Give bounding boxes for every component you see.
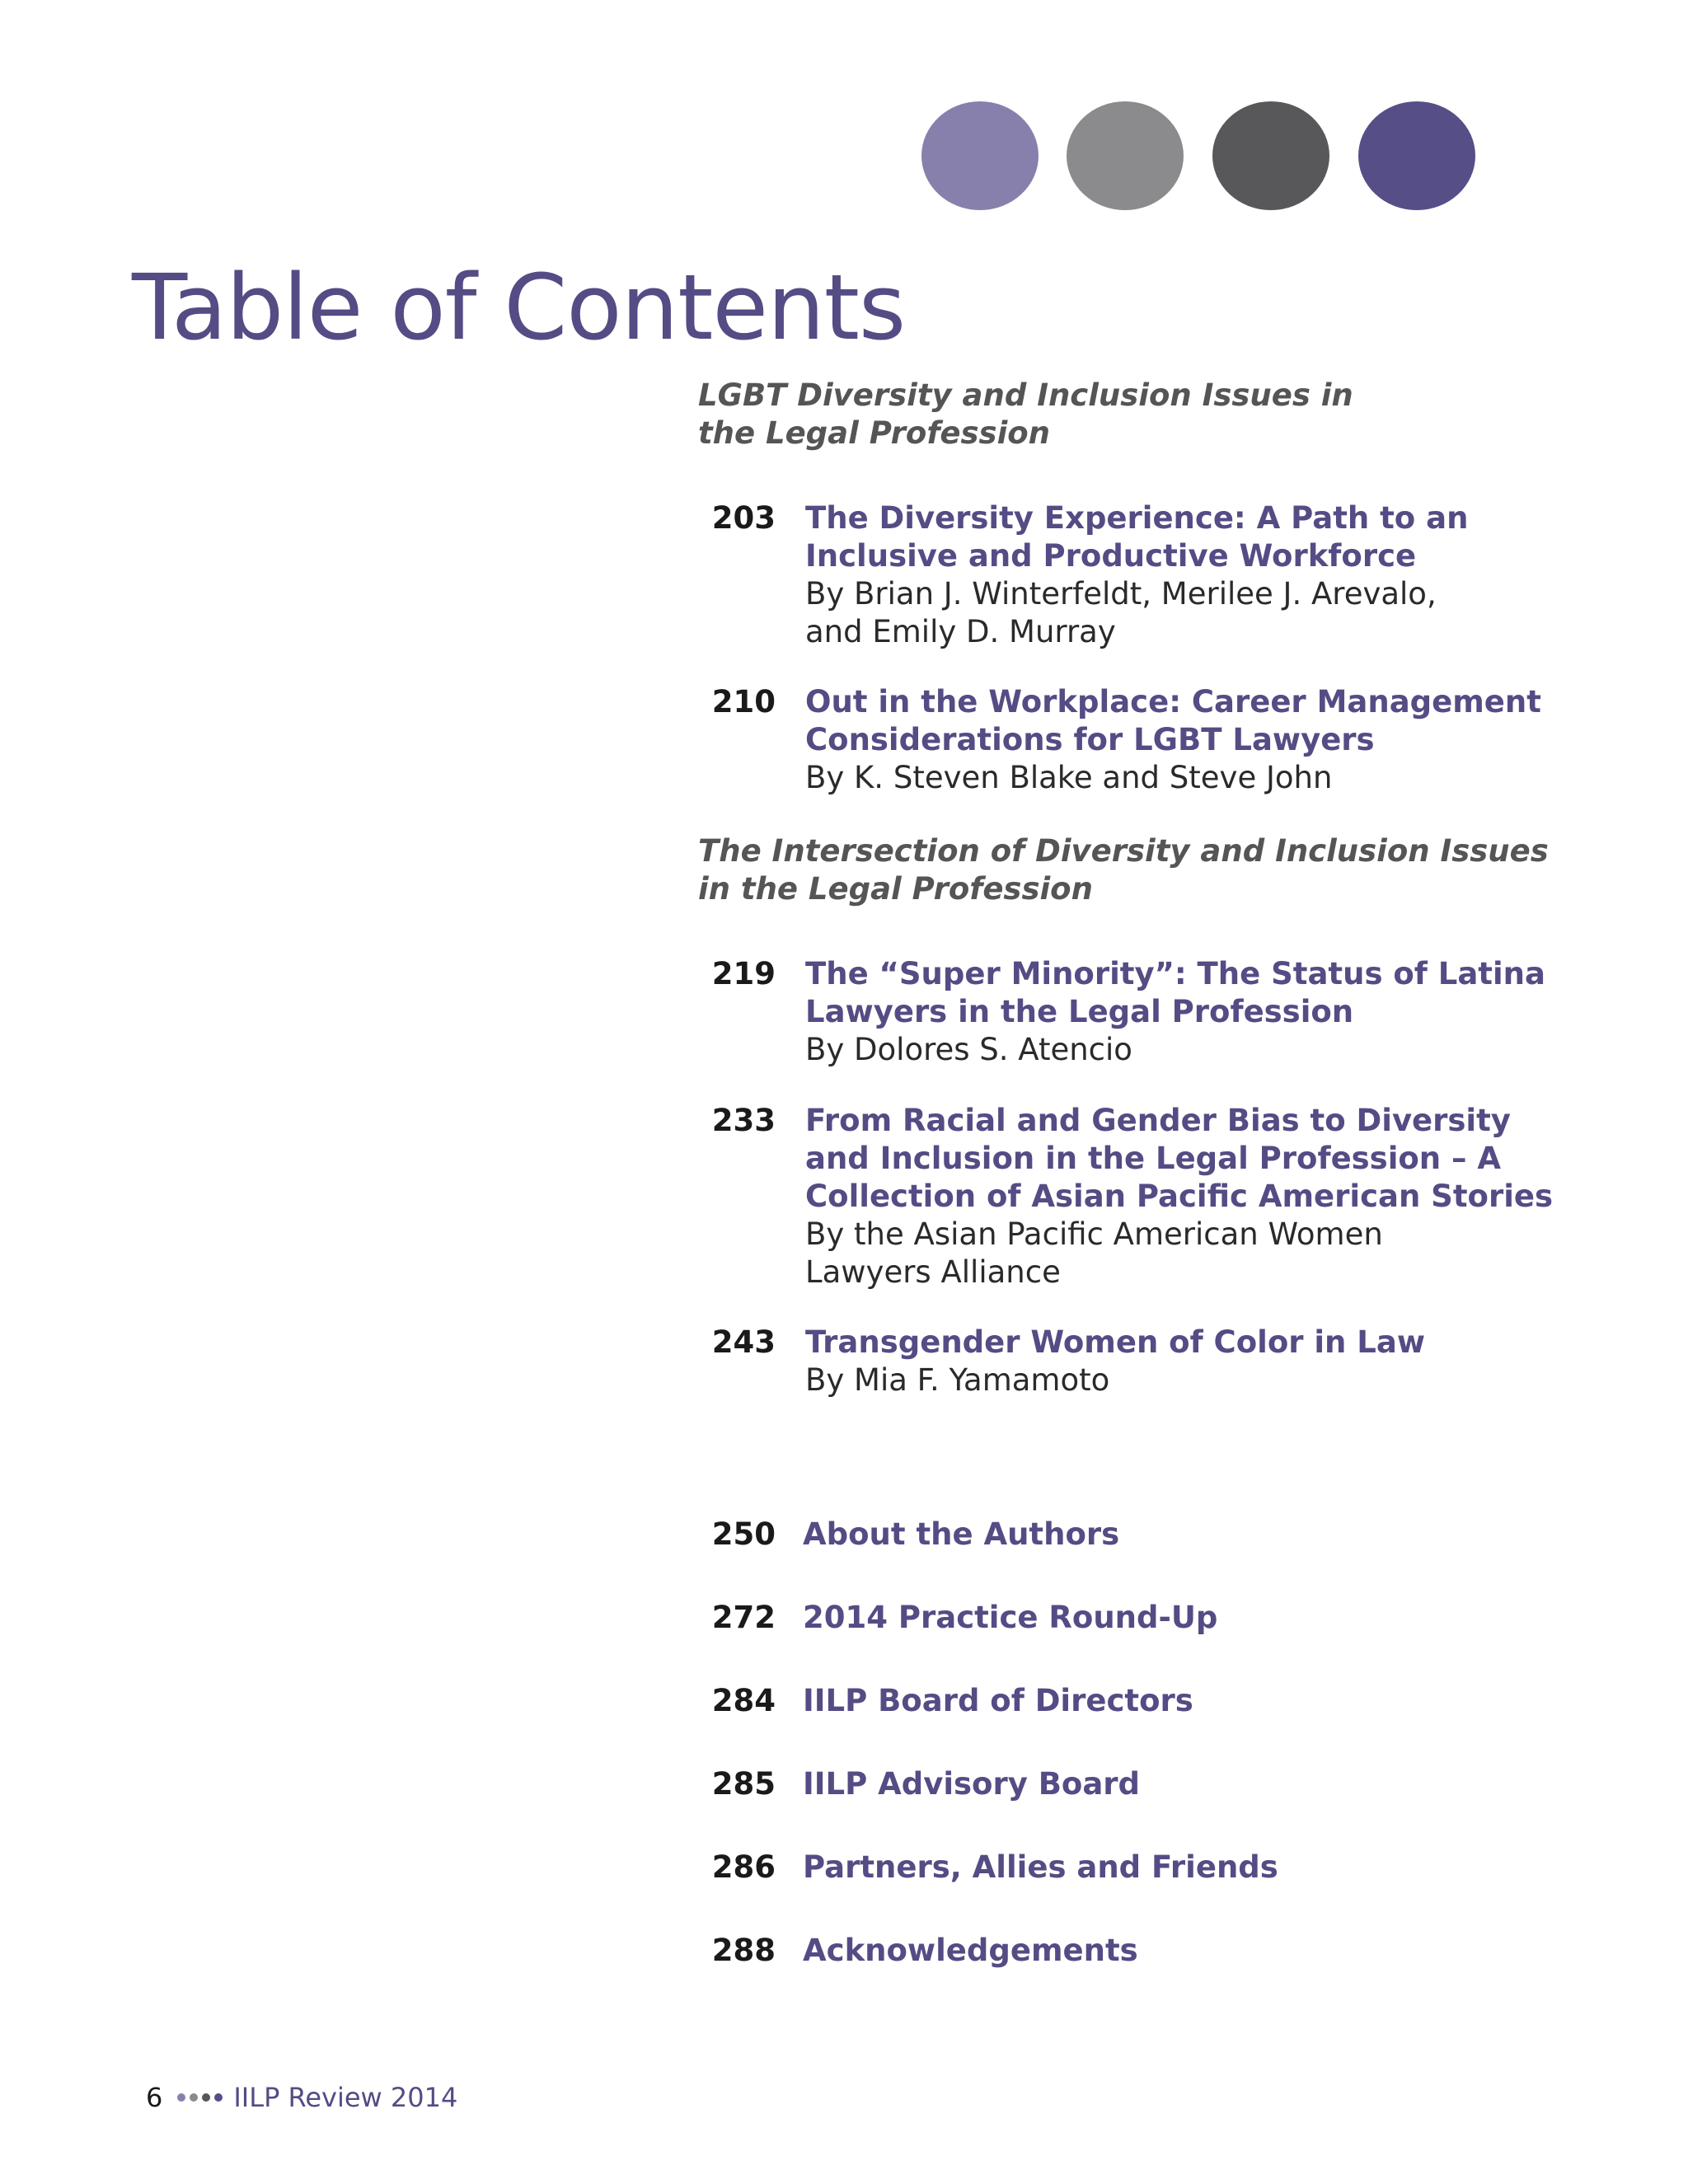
entry-title-line: The “Super Minority”: The Status of Latina [805,956,1545,991]
page-number: 243 [711,1324,776,1360]
entry-title[interactable]: 2014 Practice Round-Up [803,1600,1218,1635]
entry-title[interactable]: Partners, Allies and Friends [803,1849,1278,1885]
section-heading-line: LGBT Diversity and Inclusion Issues in [698,377,1353,413]
entry-byline-line: By Brian J. Winterfeldt, Merilee J. Arevalo, [805,576,1437,612]
entry-byline-line: By Dolores S. Atencio [805,1032,1132,1067]
entry-title[interactable] [805,1324,1572,1361]
footer-page-number: 6 [146,2082,163,2113]
decor-circle-indigo [1358,101,1475,210]
entry-title[interactable]: Acknowledgements [803,1933,1138,1968]
entry-title-line: Lawyers in the Legal Profession [805,994,1354,1029]
footer-dot-icon [214,2093,223,2102]
entry-title-line: The Diversity Experience: A Path to an [805,500,1469,536]
page-number: 233 [711,1103,776,1138]
entry-byline [805,1361,1572,1399]
footer-dot-icon [177,2093,185,2102]
entry-title[interactable]: About the Authors [803,1516,1120,1552]
page-number: 288 [711,1933,776,1968]
entry-byline-line: Lawyers Alliance [805,1254,1061,1290]
entry-byline-line: By K. Steven Blake and Steve John [805,760,1333,795]
page-footer [146,2077,457,2118]
entry-title-line: Out in the Workplace: Career Management [805,684,1541,719]
section-heading-line: in the Legal Profession [698,871,1093,907]
page-number: 250 [711,1516,776,1552]
footer-dot-icon [190,2093,198,2102]
entry-title-line: and Inclusion in the Legal Profession – A [805,1141,1502,1176]
entry-title-line: Considerations for LGBT Lawyers [805,722,1375,757]
page-number: 210 [711,684,776,719]
entry-title[interactable] [805,683,1572,759]
entry-byline [805,759,1572,797]
footer-dot-icon [202,2093,210,2102]
decor-circle-dark [1212,101,1329,210]
entry-title-line: From Racial and Gender Bias to Diversity [805,1103,1511,1138]
page-number: 284 [711,1683,776,1718]
entry-title[interactable] [805,499,1572,575]
entry-title-line: Collection of Asian Pacific American Stories [805,1179,1553,1214]
entry-byline-line: By Mia F. Yamamoto [805,1362,1110,1398]
page-number: 272 [711,1600,776,1635]
entry-title-line: Inclusive and Productive Workforce [805,538,1417,574]
entry-title[interactable] [805,1102,1572,1216]
entry-title[interactable]: IILP Advisory Board [803,1766,1141,1802]
entry-title[interactable]: IILP Board of Directors [803,1683,1193,1718]
decor-circle-gray [1067,101,1184,210]
entry-byline-line: By the Asian Pacific American Women [805,1216,1383,1252]
page-number: 285 [711,1766,776,1802]
page-number: 286 [711,1849,776,1885]
entry-title-line: Transgender Women of Color in Law [805,1324,1425,1360]
decor-circle-lavender [921,101,1039,210]
section-heading-line: the Legal Profession [698,415,1051,451]
page-title: Table of Contents [132,255,906,360]
entry-byline [805,1216,1572,1291]
entry-byline-line: and Emily D. Murray [805,614,1116,649]
section-heading-line: The Intersection of Diversity and Inclusion Issues [698,833,1549,869]
entry-title[interactable] [805,955,1572,1031]
page-number: 203 [711,500,776,536]
entry-byline [805,1031,1572,1069]
entry-byline [805,575,1572,651]
footer-publication: IILP Review 2014 [233,2082,458,2113]
section-heading [698,832,1549,908]
section-heading [698,377,1353,452]
page-number: 219 [711,956,776,991]
